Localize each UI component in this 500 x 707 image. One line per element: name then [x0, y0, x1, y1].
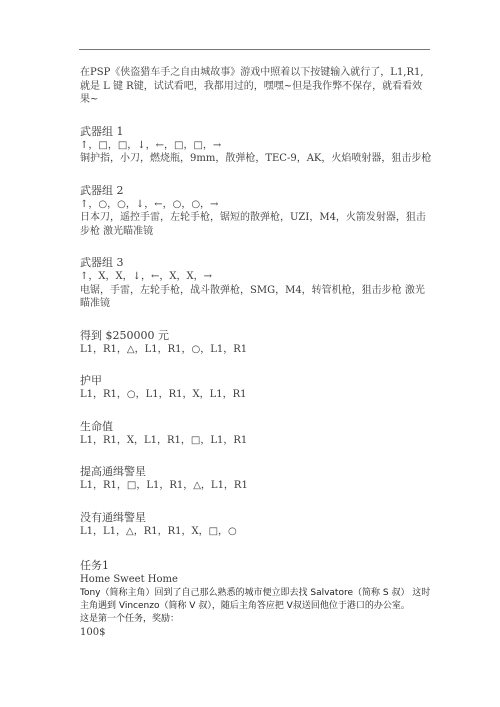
document-body — [80, 66, 432, 639]
weapon-group-title: 武器组 3 — [80, 256, 124, 269]
cheat-health — [80, 420, 432, 448]
weapon-group-keys: ↑，○，○，↓，←，○，○，→ — [80, 198, 219, 210]
cheat-title: 提高通缉警星 — [80, 465, 146, 478]
cheat-keys: L1，R1，X，L1，R1，□，L1，R1 — [80, 434, 248, 446]
header-rule — [79, 49, 430, 50]
mission-title: 任务1 — [80, 559, 109, 572]
cheat-title: 生命值 — [80, 419, 113, 433]
weapon-group-2 — [80, 184, 432, 239]
cheat-raise-wanted — [80, 465, 432, 493]
cheat-keys: L1，R1，○，L1，R1，X，L1，R1 — [80, 389, 247, 400]
weapon-group-items: 日本刀，遥控手雷，左轮手枪，锯短的散弹枪，UZI，M4，火箭发射器，狙击步枪 激光瞄准镜 — [80, 212, 426, 237]
weapon-group-title: 武器组 2 — [80, 183, 124, 197]
mission-description: Tony（简称主角）回到了自己那么熟悉的城市便立即去找 Salvatore（简称 S 叔） 这时主角遇到 Vincenzo（简称 V 叔），随后主角答应把 V叔送回他位于港口的办公室。 — [80, 587, 431, 611]
weapon-group-items: 电锯，手雷，左轮手枪，战斗散弹枪，SMG，M4，转管机枪，狙击步枪 激光瞄准镜 — [80, 284, 425, 309]
weapon-group-3 — [80, 256, 432, 311]
weapon-group-keys: ↑，X，X，↓，←，X，X，→ — [80, 271, 212, 282]
mission-section — [80, 559, 432, 639]
cheat-armor — [80, 374, 432, 402]
cheat-keys: L1，L1，△，R1，R1，X，□，○ — [80, 525, 237, 537]
intro-paragraph: 在PSP《侠盗猎车手之自由城故事》游戏中照着以下按键输入就行了，L1,R1,就是 L 键 R键，试试看吧，我都用过的，嘿嘿~但是我作弊不保存，就看看效果~ — [80, 67, 424, 105]
weapon-group-keys: ↑，□，□，↓，←，□，□，→ — [80, 139, 222, 151]
cheat-no-wanted — [80, 511, 432, 539]
mission-reward-label: 这是第一个任务，奖励： — [80, 613, 180, 624]
weapon-group-items: 铜护指，小刀，燃烧瓶，9mm，散弹枪，TEC-9，AK，火焰喷射器，狙击步枪 — [80, 153, 432, 164]
cheat-keys: L1，R1，□，L1，R1，△，L1，R1 — [80, 480, 248, 491]
cheat-title: 没有通缉警星 — [80, 510, 146, 524]
weapon-group-1 — [80, 125, 432, 166]
cheat-title: 护甲 — [80, 374, 102, 387]
mission-name: Home Sweet Home — [80, 574, 178, 585]
cheat-keys: L1，R1，△，L1，R1，○，L1，R1 — [80, 343, 248, 355]
cheat-title: 得到 $250000 元 — [80, 328, 169, 342]
cheat-money — [80, 329, 432, 357]
weapon-group-title: 武器组 1 — [80, 124, 124, 138]
mission-reward: 100$ — [80, 626, 106, 638]
